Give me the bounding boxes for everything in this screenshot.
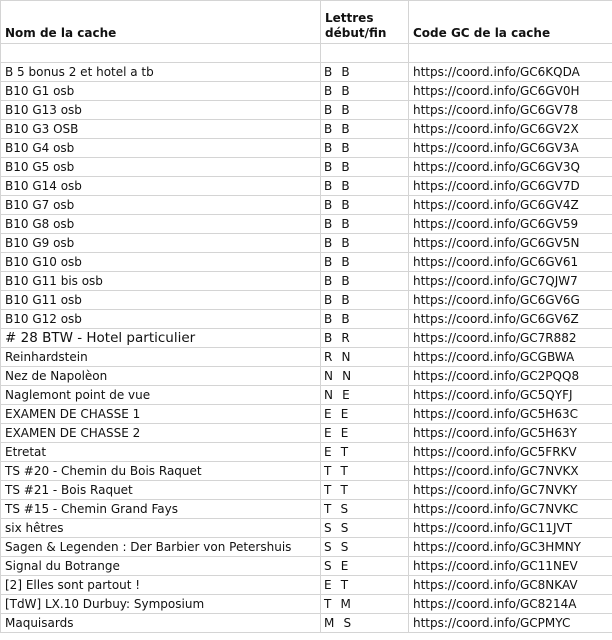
cell-name[interactable]: six hêtres <box>1 519 321 538</box>
cell-name[interactable]: Maquisards <box>1 614 321 633</box>
cell-letters[interactable]: R N <box>321 348 409 367</box>
table-row <box>1 557 612 576</box>
cell-letters[interactable]: N E <box>321 386 409 405</box>
cell-code[interactable]: https://coord.info/GC2PQQ8 <box>409 367 612 386</box>
table-row <box>1 443 612 462</box>
cell-letters[interactable]: B R <box>321 329 409 348</box>
cell-name[interactable]: B10 G8 osb <box>1 215 321 234</box>
cell-name[interactable]: B10 G7 osb <box>1 196 321 215</box>
cell-name[interactable]: EXAMEN DE CHASSE 2 <box>1 424 321 443</box>
table-row <box>1 177 612 196</box>
cell-letters[interactable]: S S <box>321 519 409 538</box>
cell-name[interactable]: Sagen & Legenden : Der Barbier von Petershuis <box>1 538 321 557</box>
cell-code[interactable]: https://coord.info/GC5QYFJ <box>409 386 612 405</box>
cell-name[interactable]: B10 G3 OSB <box>1 120 321 139</box>
cell-name[interactable]: B10 G1 osb <box>1 82 321 101</box>
cell-name[interactable]: TS #20 - Chemin du Bois Raquet <box>1 462 321 481</box>
cell-code[interactable]: https://coord.info/GC6GV7D <box>409 177 612 196</box>
cell-letters[interactable]: B B <box>321 177 409 196</box>
cell-code[interactable]: https://coord.info/GC8NKAV <box>409 576 612 595</box>
cell-code[interactable]: https://coord.info/GC6GV2X <box>409 120 612 139</box>
table-row <box>1 519 612 538</box>
cell-letters[interactable]: B B <box>321 196 409 215</box>
table-row <box>1 329 612 348</box>
table-row <box>1 576 612 595</box>
cell-code[interactable]: https://coord.info/GC6GV3Q <box>409 158 612 177</box>
table-row <box>1 215 612 234</box>
table-row <box>1 63 612 82</box>
cell-name[interactable]: Etretat <box>1 443 321 462</box>
cell-code[interactable]: https://coord.info/GC7NVKX <box>409 462 612 481</box>
cell-code[interactable]: https://coord.info/GC7NVKY <box>409 481 612 500</box>
table-row <box>1 462 612 481</box>
cell-code[interactable]: https://coord.info/GC6GV0H <box>409 82 612 101</box>
cell-code[interactable]: https://coord.info/GCPMYC <box>409 614 612 633</box>
cell-name[interactable]: Nez de Napolèon <box>1 367 321 386</box>
cell-letters[interactable]: B B <box>321 310 409 329</box>
table-row <box>1 614 612 633</box>
cell-name[interactable]: B10 G12 osb <box>1 310 321 329</box>
cell-letters[interactable]: S E <box>321 557 409 576</box>
cell-letters[interactable]: B B <box>321 63 409 82</box>
cell-code[interactable]: https://coord.info/GC5FRKV <box>409 443 612 462</box>
cell-code[interactable]: https://coord.info/GC6GV4Z <box>409 196 612 215</box>
cell-code[interactable]: https://coord.info/GC11NEV <box>409 557 612 576</box>
header-code[interactable]: Code GC de la cache <box>409 1 612 44</box>
cell-code[interactable]: https://coord.info/GC6GV61 <box>409 253 612 272</box>
cell-letters[interactable]: B B <box>321 120 409 139</box>
blank-row <box>1 44 612 63</box>
cell-name[interactable]: B10 G11 bis osb <box>1 272 321 291</box>
table-row <box>1 348 612 367</box>
cell-code[interactable]: https://coord.info/GC6GV5N <box>409 234 612 253</box>
table-row <box>1 234 612 253</box>
cell-letters[interactable]: T T <box>321 462 409 481</box>
cell-code[interactable]: https://coord.info/GC6GV6G <box>409 291 612 310</box>
table-row <box>1 595 612 614</box>
cell-name[interactable]: TS #15 - Chemin Grand Fays <box>1 500 321 519</box>
table-row <box>1 253 612 272</box>
table-row <box>1 158 612 177</box>
cell-code[interactable]: https://coord.info/GC6GV3A <box>409 139 612 158</box>
cell-name[interactable]: B 5 bonus 2 et hotel a tb <box>1 63 321 82</box>
cell-code[interactable]: https://coord.info/GC6KQDA <box>409 63 612 82</box>
table-row <box>1 101 612 120</box>
cell-letters[interactable]: N N <box>321 367 409 386</box>
cell-letters[interactable]: S S <box>321 538 409 557</box>
cell-code[interactable]: https://coord.info/GC7QJW7 <box>409 272 612 291</box>
cell-letters[interactable]: B B <box>321 215 409 234</box>
cell-name[interactable]: B10 G9 osb <box>1 234 321 253</box>
cell-letters[interactable]: B B <box>321 253 409 272</box>
cell-letters[interactable]: B B <box>321 101 409 120</box>
cell-code[interactable]: https://coord.info/GC11JVT <box>409 519 612 538</box>
cell-letters[interactable]: E E <box>321 424 409 443</box>
cell-code[interactable]: https://coord.info/GC6GV78 <box>409 101 612 120</box>
cell-name[interactable]: Signal du Botrange <box>1 557 321 576</box>
table-row <box>1 405 612 424</box>
cell-name[interactable]: TS #21 - Bois Raquet <box>1 481 321 500</box>
table-row <box>1 272 612 291</box>
cell-letters[interactable]: E T <box>321 576 409 595</box>
cell-name[interactable]: B10 G13 osb <box>1 101 321 120</box>
blank-cell[interactable] <box>409 44 612 63</box>
cell-code[interactable]: https://coord.info/GC5H63Y <box>409 424 612 443</box>
cell-code[interactable]: https://coord.info/GC3HMNY <box>409 538 612 557</box>
table-row <box>1 196 612 215</box>
cell-name[interactable]: B10 G14 osb <box>1 177 321 196</box>
blank-cell[interactable] <box>1 44 321 63</box>
table-row <box>1 538 612 557</box>
cell-name[interactable]: [TdW] LX.10 Durbuy: Symposium <box>1 595 321 614</box>
cell-code[interactable]: https://coord.info/GC7NVKC <box>409 500 612 519</box>
table-row <box>1 310 612 329</box>
cell-name[interactable]: B10 G11 osb <box>1 291 321 310</box>
cell-code[interactable]: https://coord.info/GC6GV59 <box>409 215 612 234</box>
table-row <box>1 481 612 500</box>
cell-code[interactable]: https://coord.info/GC6GV6Z <box>409 310 612 329</box>
cell-letters[interactable]: B B <box>321 158 409 177</box>
cell-code[interactable]: https://coord.info/GC7R882 <box>409 329 612 348</box>
table-row <box>1 139 612 158</box>
cell-name[interactable]: Naglemont point de vue <box>1 386 321 405</box>
header-letters[interactable]: Lettres début/fin <box>321 1 409 44</box>
table-row <box>1 120 612 139</box>
cell-letters[interactable]: B B <box>321 291 409 310</box>
cell-code[interactable]: https://coord.info/GCGBWA <box>409 348 612 367</box>
cell-name[interactable]: [2] Elles sont partout ! <box>1 576 321 595</box>
table-row <box>1 386 612 405</box>
header-row <box>1 1 612 44</box>
cell-name[interactable]: B10 G10 osb <box>1 253 321 272</box>
cell-name[interactable]: EXAMEN DE CHASSE 1 <box>1 405 321 424</box>
cell-name[interactable]: Reinhardstein <box>1 348 321 367</box>
cell-letters[interactable]: M S <box>321 614 409 633</box>
cell-name[interactable]: B10 G4 osb <box>1 139 321 158</box>
cell-letters[interactable]: B B <box>321 234 409 253</box>
table-row <box>1 500 612 519</box>
cell-letters[interactable]: T S <box>321 500 409 519</box>
cell-letters[interactable]: B B <box>321 272 409 291</box>
cell-letters[interactable]: B B <box>321 82 409 101</box>
table-row <box>1 82 612 101</box>
table-row <box>1 424 612 443</box>
blank-cell[interactable] <box>321 44 409 63</box>
header-name[interactable]: Nom de la cache <box>1 1 321 44</box>
cell-letters[interactable]: T M <box>321 595 409 614</box>
cell-name[interactable]: B10 G5 osb <box>1 158 321 177</box>
cell-code[interactable]: https://coord.info/GC8214A <box>409 595 612 614</box>
table-row <box>1 367 612 386</box>
cell-letters[interactable]: E T <box>321 443 409 462</box>
cell-letters[interactable]: T T <box>321 481 409 500</box>
cell-code[interactable]: https://coord.info/GC5H63C <box>409 405 612 424</box>
cell-name[interactable]: # 28 BTW - Hotel particulier <box>1 329 321 348</box>
table-row <box>1 291 612 310</box>
cell-letters[interactable]: B B <box>321 139 409 158</box>
cell-letters[interactable]: E E <box>321 405 409 424</box>
